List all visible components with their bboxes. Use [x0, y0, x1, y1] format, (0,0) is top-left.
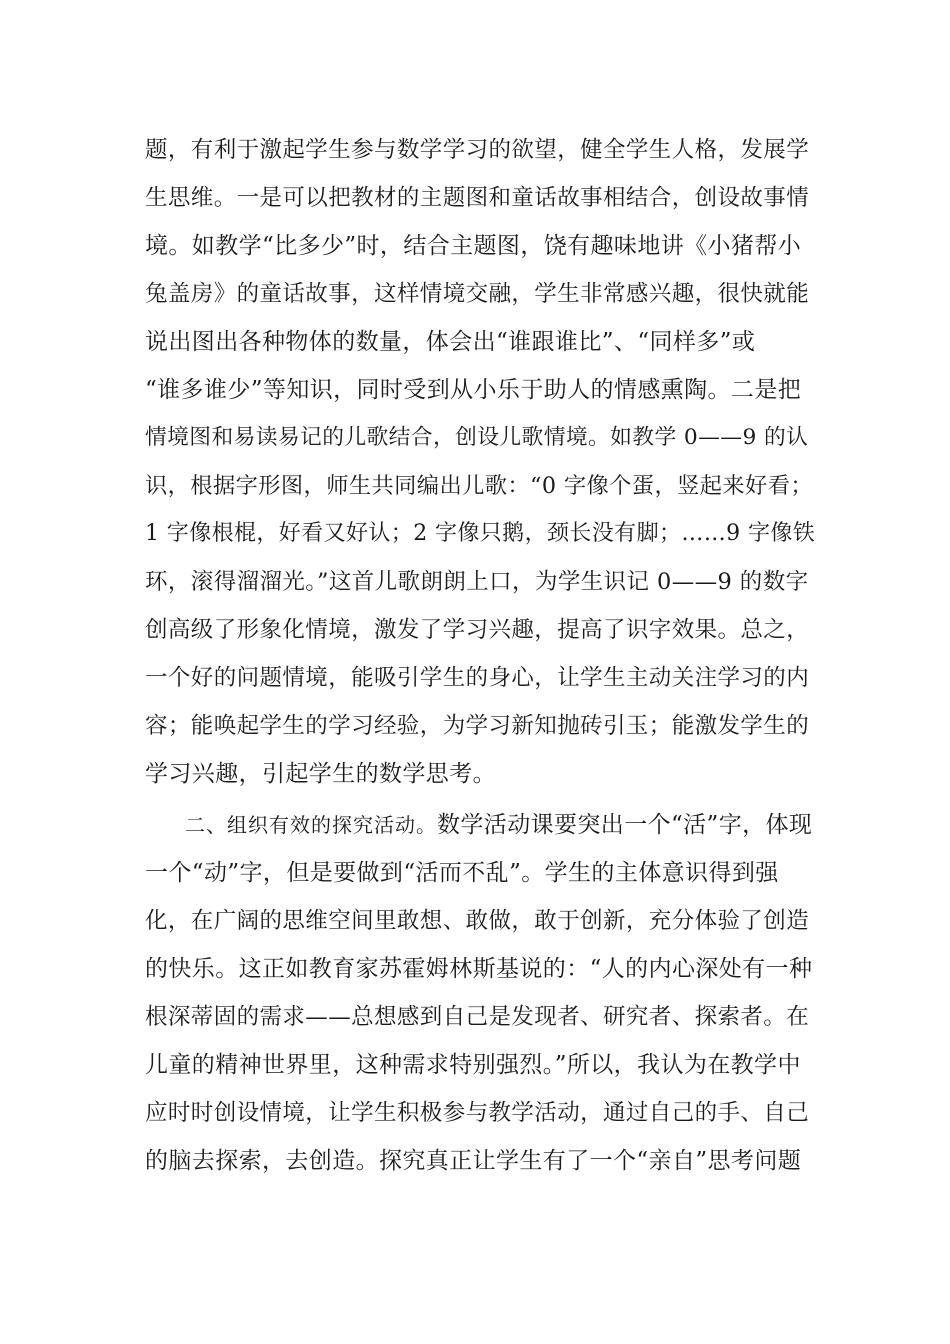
text-line: 题，有利于激起学生参与数学学习的欲望，健全学生人格，发展学 [145, 137, 810, 163]
text-line: 说出图出各种物体的数量，体会出“谁跟谁比”、“同样多”或 [145, 329, 756, 355]
text-line: 一个好的问题情境，能吸引学生的身心，让学生主动关注学习的内 [145, 665, 810, 691]
text-line: 创高级了形象化情境，激发了学习兴趣，提高了识字效果。总之， [145, 617, 810, 643]
section-2-heading: 二、组织有效的探究活动。 [185, 813, 437, 837]
text-line: 根深蒂固的需求——总想感到自己是发现者、研究者、探索者。在 [145, 1004, 810, 1030]
text-line: 情境图和易读易记的儿歌结合，创设儿歌情境。如教学 0——9 的认 [145, 425, 809, 450]
text-line: 兔盖房》的童话故事，这样情境交融，学生非常感兴趣，很快就能 [145, 281, 810, 307]
text-line: 识，根据字形图，师生共同编出儿歌：“0 字像个蛋，竖起来好看； [145, 473, 814, 499]
text-line: 儿童的精神世界里，这种需求特别强烈。”所以，我认为在教学中 [145, 1052, 801, 1078]
text-line: 环，滚得溜溜光。”这首儿歌朗朗上口，为学生识记 0——9 的数字 [145, 569, 809, 595]
text-line: 一个“动”字，但是要做到“活而不乱”。学生的主体意识得到强 [145, 860, 779, 886]
text-line: 生思维。一是可以把教材的主题图和童话故事相结合，创设故事情 [145, 185, 810, 211]
text-line: “谁多谁少”等知识，同时受到从小乐于助人的情感熏陶。二是把 [145, 377, 802, 403]
text-line: 的快乐。这正如教育家苏霍姆林斯基说的：“人的内心深处有一种 [145, 956, 813, 982]
text-line: 境。如教学“比多少”时，结合主题图，饶有趣味地讲《小猪帮小 [145, 233, 802, 259]
text-line: 1 字像根棍，好看又好认；2 字像只鹅，颈长没有脚；……9 字像铁 [145, 521, 816, 546]
text-line: 容；能唤起学生的学习经验，为学习新知抛砖引玉；能激发学生的 [145, 713, 810, 739]
section-2-first-line [185, 810, 812, 840]
text-line: 化，在广阔的思维空间里敢想、敢做，敢于创新，充分体验了创造 [145, 908, 810, 934]
text-line: 学习兴趣，引起学生的数学思考。 [145, 761, 496, 787]
section-2-first-line-text: 数学活动课要突出一个“活”字，体现 [437, 812, 813, 838]
text-line: 的脑去探索，去创造。探究真正让学生有了一个“亲自”思考问题 [145, 1148, 802, 1174]
text-line: 应时时创设情境，让学生积极参与教学活动，通过自己的手、自己 [145, 1100, 810, 1126]
